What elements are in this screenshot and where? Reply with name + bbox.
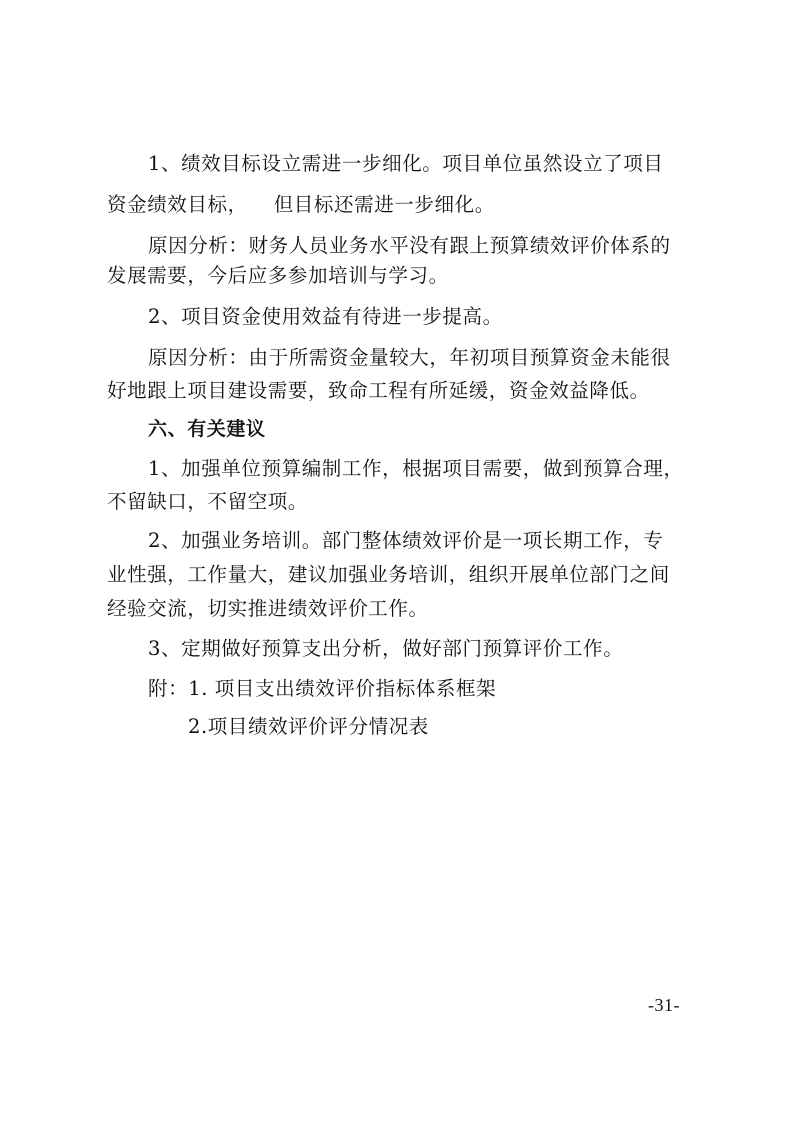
page-number: -31- [648,995,680,1015]
paragraph-4-line-2: 好地跟上项目建设需要，致命工程有所延缓，资金效益降低。 [107,379,650,402]
suggestion-1-line-2: 不留缺口，不留空项。 [107,490,309,513]
suggestion-2-line-3: 经验交流，切实推进绩效评价工作。 [107,597,429,620]
suggestion-1-line-1: 1、加强单位预算编制工作，根据项目需要，做到预算合理， [148,457,684,480]
paragraph-1-line-2-part-b: 但目标还需进一步细化。 [273,193,495,216]
suggestion-2-line-2: 业性强，工作量大，建议加强业务培训，组织开展单位部门之间 [107,563,670,586]
section-heading: 六、有关建议 [148,418,266,440]
paragraph-1-line-1: 1、绩效目标设立需进一步细化。项目单位虽然设立了项目 [148,152,664,175]
attachment-line-1: 附：1. 项目支出绩效评价指标体系框架 [148,677,497,700]
paragraph-1-line-2-part-a: 资金绩效目标， [107,193,248,216]
paragraph-1-line-2 [107,193,495,217]
attachment-line-2: 2.项目绩效评价评分情况表 [188,715,429,738]
suggestion-2-line-1: 2、加强业务培训。部门整体绩效评价是一项长期工作，专 [148,529,664,552]
paragraph-2-line-1: 原因分析：财务人员业务水平没有跟上预算绩效评价体系的 [148,234,671,257]
paragraph-2-line-2: 发展需要，今后应多参加培训与学习。 [107,264,449,287]
paragraph-4-line-1: 原因分析：由于所需资金量较大，年初项目预算资金未能很 [148,346,671,369]
paragraph-3-line-1: 2、项目资金使用效益有待进一步提高。 [148,305,503,328]
suggestion-3-line-1: 3、定期做好预算支出分析，做好部门预算评价工作。 [148,637,624,660]
